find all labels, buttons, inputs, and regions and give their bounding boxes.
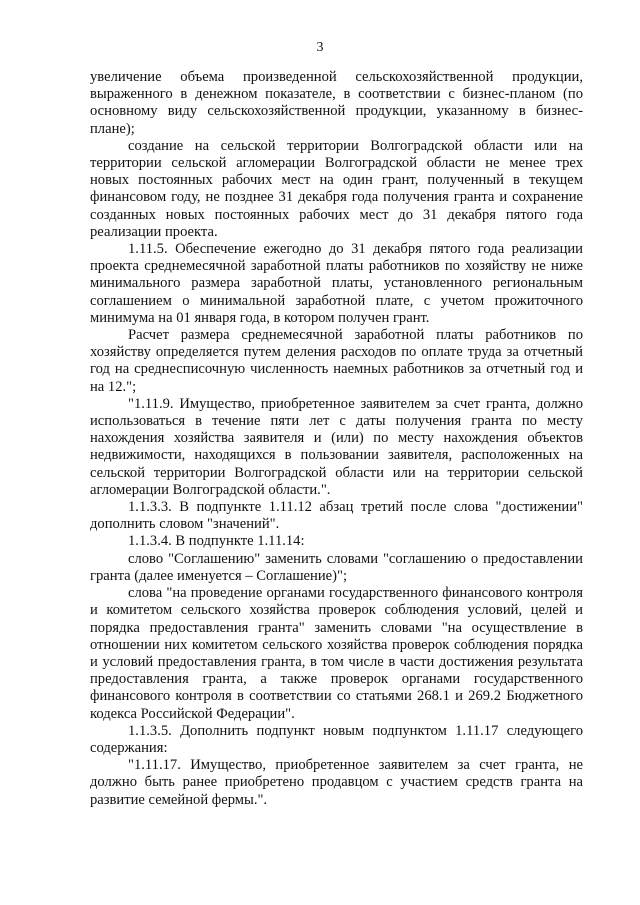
- document-body: [90, 69, 583, 809]
- paragraph-word-agreement: слово "Соглашению" заменить словами "соглашению о предоставлении гранта (далее именуется – Соглашение)";: [90, 550, 583, 584]
- paragraph-1-1-3-4: 1.1.3.4. В подпункте 1.11.14:: [128, 533, 305, 550]
- paragraph-1-1-3-5: 1.1.3.5. Дополнить подпункт новым подпунктом 1.11.17 следующего содержания:: [90, 722, 583, 756]
- paragraph-salary-calculation: Расчет размера среднемесячной заработной платы работников по хозяйству определяется путем деления расходов по оплате труда за отчетный год на среднесписочную численность наемных работников за отчетный год и на 12.";: [90, 327, 583, 395]
- paragraph-job-creation: создание на сельской территории Волгоградской области или на территории сельской агломерации Волгоградской области не менее трех новых постоянных рабочих мест на один грант, полученный в текущем финансовом году, не позднее 31 декабря года получения гранта и сохранение созданных новых постоянных рабочих мест до 31 декабря пятого года реализации проекта.: [90, 137, 583, 240]
- paragraph-1-11-9: "1.11.9. Имущество, приобретенное заявителем за счет гранта, должно использоваться в течение пяти лет с даты получения гранта по месту нахождения хозяйства заявителя и (или) по месту нахождения объектов недвижимости, находящихся в пользовании заявителя, расположенных на сельской территории Волгоградской области или на территории сельской агломерации Волгоградской области.".: [90, 395, 583, 498]
- paragraph-1-11-17: "1.11.17. Имущество, приобретенное заявителем за счет гранта, не должно быть ранее приобретено продавцом с участием средств гранта на развитие семейной фермы.".: [90, 757, 583, 808]
- paragraph-1-11-5: 1.11.5. Обеспечение ежегодно до 31 декабря пятого года реализации проекта среднемесячной заработной платы работников по хозяйству не ниже минимального размера заработной платы, установленного региональным соглашением о минимальной заработной плате, с учетом прожиточного минимума на 01 января года, в котором получен грант.: [90, 241, 583, 326]
- paragraph-words-control: слова "на проведение органами государственного финансового контроля и комитетом сельского хозяйства проверок соблюдения условий, целей и порядка предоставления гранта" заменить словами "на осуществление в отношении них комитетом сельского хозяйства проверок соблюдения порядка и условий предоставления гранта, в том числе в части достижения результата предоставления гранта, а также проверок органами государственного финансового контроля в соответствии со статьями 268.1 и 269.2 Бюджетного кодекса Российской Федерации".: [90, 585, 583, 722]
- paragraph-1-1-3-3: 1.1.3.3. В подпункте 1.11.12 абзац третий после слова "достижении" дополнить словом "значений".: [90, 499, 583, 533]
- paragraph-production-volume: увеличение объема произведенной сельскохозяйственной продукции, выраженного в денежном показателе, в соответствии с бизнес-планом (по основному виду сельскохозяйственной продукции, указанному в бизнес-плане);: [90, 69, 583, 137]
- page-number: 3: [316, 40, 324, 55]
